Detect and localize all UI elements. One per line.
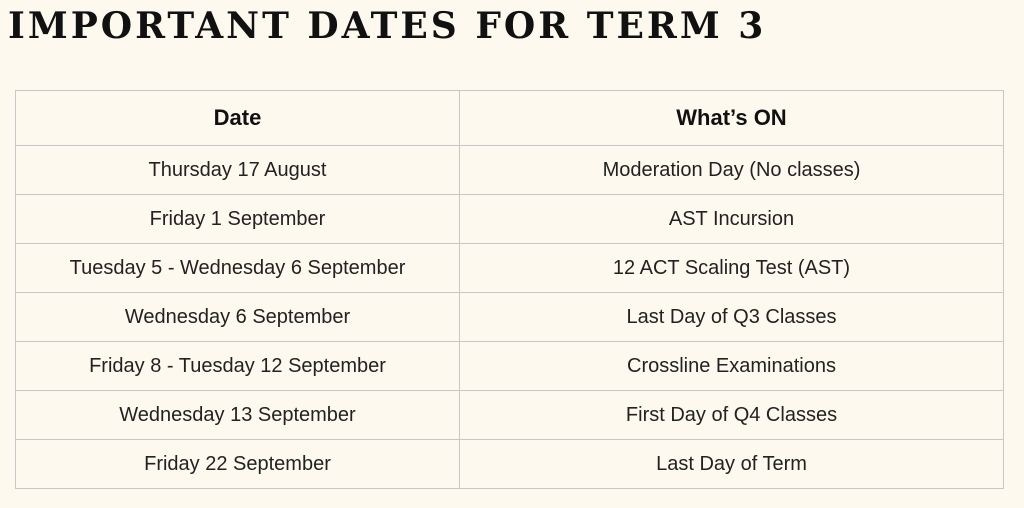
page-title: IMPORTANT DATES FOR TERM 3 bbox=[8, 5, 767, 47]
event-cell: AST Incursion bbox=[460, 195, 1004, 244]
table-row bbox=[16, 391, 1004, 440]
event-cell: Last Day of Term bbox=[460, 440, 1004, 489]
event-cell: Moderation Day (No classes) bbox=[460, 146, 1004, 195]
event-cell: 12 ACT Scaling Test (AST) bbox=[460, 244, 1004, 293]
date-cell: Friday 22 September bbox=[16, 440, 460, 489]
column-header-whats-on: What’s ON bbox=[460, 91, 1004, 146]
table-row bbox=[16, 293, 1004, 342]
table-row bbox=[16, 244, 1004, 293]
table-row bbox=[16, 440, 1004, 489]
date-cell: Friday 8 - Tuesday 12 September bbox=[16, 342, 460, 391]
event-cell: Crossline Examinations bbox=[460, 342, 1004, 391]
table-header-row bbox=[16, 91, 1004, 146]
date-cell: Wednesday 13 September bbox=[16, 391, 460, 440]
event-cell: Last Day of Q3 Classes bbox=[460, 293, 1004, 342]
date-cell: Tuesday 5 - Wednesday 6 September bbox=[16, 244, 460, 293]
date-cell: Thursday 17 August bbox=[16, 146, 460, 195]
table-row bbox=[16, 195, 1004, 244]
event-cell: First Day of Q4 Classes bbox=[460, 391, 1004, 440]
date-cell: Friday 1 September bbox=[16, 195, 460, 244]
important-dates-table bbox=[15, 90, 1004, 489]
table-row bbox=[16, 146, 1004, 195]
table-row bbox=[16, 342, 1004, 391]
date-cell: Wednesday 6 September bbox=[16, 293, 460, 342]
column-header-date: Date bbox=[16, 91, 460, 146]
